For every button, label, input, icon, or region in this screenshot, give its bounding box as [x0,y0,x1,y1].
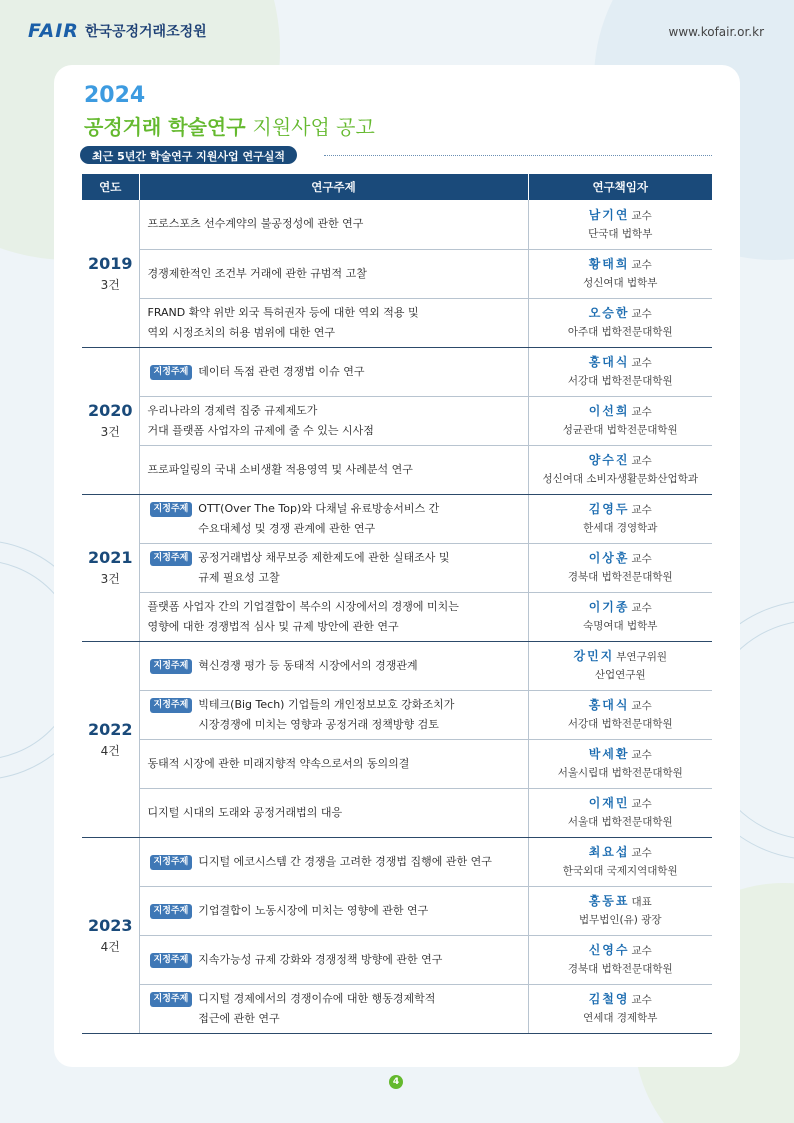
pi-name: 남기연 [588,207,630,222]
topic-cell [139,396,528,445]
topic-cell [139,200,528,249]
topic-text: 규제 필요성 고찰 [198,570,280,584]
pi-affiliation: 서강대 법학전문대학원 [567,718,673,730]
topic-text: 플랫폼 사업자 간의 기업결합이 복수의 시장에서의 경쟁에 미치는 [147,599,459,613]
topic-cell [139,543,528,592]
pi-name: 최요섭 [588,845,630,859]
count-label: 4건 [100,743,120,758]
table-row [82,592,712,641]
pi-name: 김영두 [588,502,630,516]
pi-cell [528,347,712,396]
topic-text: 빅테크(Big Tech) 기업들의 개인정보보호 강화조치가 [198,697,455,711]
topic-cell [139,690,528,739]
fair-logo-mark: FAIR [28,20,79,42]
pi-cell [528,690,712,739]
pi-title: 교수 [631,700,652,712]
pi-cell [528,935,712,984]
year-cell [82,200,139,347]
pi-name: 이선희 [588,404,630,418]
pi-title: 교수 [631,602,652,614]
pi-title: 교수 [631,504,652,516]
pi-title: 교수 [631,357,652,369]
year-label: 2022 [87,719,133,739]
topic-cell [139,739,528,788]
designated-topic-badge: 지정주제 [150,502,193,517]
topic-cell [139,935,528,984]
count-label: 3건 [100,572,120,586]
topic-cell [139,984,528,1033]
pi-name: 양수진 [588,453,630,467]
pi-affiliation: 아주대 법학전문대학원 [567,326,673,338]
pi-affiliation: 숙명여대 법학부 [583,620,658,632]
topic-text: 역외 시정조치의 허용 범위에 대한 연구 [147,325,335,339]
pi-affiliation: 서울대 법학전문대학원 [567,816,673,828]
table-row [82,886,712,935]
count-label: 3건 [100,277,120,292]
page-number: 4 [389,1075,403,1089]
pi-name: 박세환 [588,747,630,761]
topic-cell [139,837,528,886]
topic-text: 디지털 에코시스템 간 경쟁을 고려한 경쟁법 집행에 관한 연구 [198,854,492,868]
topic-cell [139,641,528,690]
topic-text: FRAND 확약 위반 외국 특허권자 등에 대한 역외 적용 및 [147,305,419,319]
count-label: 4건 [100,939,120,954]
title-bold: 공정거래 학술연구 [84,115,246,139]
pi-cell [528,298,712,347]
table-row [82,739,712,788]
pi-title: 부연구위원 [616,651,667,663]
pi-name: 홍대식 [588,355,630,369]
pi-name: 이상훈 [588,551,630,565]
org-name: 한국공정거래조정원 [84,24,207,40]
designated-topic-badge: 지정주제 [150,659,193,674]
pi-cell [528,396,712,445]
topic-text: OTT(Over The Top)와 다채널 유료방송서비스 간 [198,501,440,515]
pi-affiliation: 단국대 법학부 [588,227,653,240]
pi-affiliation: 서강대 법학전문대학원 [567,375,673,387]
table-row [82,837,712,886]
pi-cell [528,788,712,837]
designated-topic-badge: 지정주제 [150,855,193,870]
title-light: 지원사업 공고 [252,115,375,139]
year-label: 2021 [87,548,133,567]
year-cell [82,837,139,1033]
section-divider [324,155,712,156]
year-cell [82,347,139,494]
pi-name: 오승한 [588,306,630,320]
pi-name: 김철영 [588,992,630,1006]
table-row [82,788,712,837]
research-table [82,174,712,1034]
pi-title: 교수 [631,308,652,320]
pi-name: 홍동표 [588,894,630,908]
table-row [82,445,712,494]
pi-name: 강민지 [573,649,615,663]
pi-cell [528,984,712,1033]
topic-cell [139,445,528,494]
pi-affiliation: 산업연구원 [594,669,646,681]
topic-cell [139,298,528,347]
pi-affiliation: 서울시립대 법학전문대학원 [557,767,683,779]
table-row [82,984,712,1033]
topic-cell [139,249,528,298]
pi-affiliation: 한세대 경영학과 [583,522,658,534]
pi-affiliation: 성신여대 법학부 [583,277,658,289]
topic-text: 접근에 관한 연구 [198,1011,280,1025]
pi-title: 교수 [631,553,652,565]
table-row [82,298,712,347]
page-header [0,0,794,60]
table-row [82,347,712,396]
pi-affiliation: 연세대 경제학부 [583,1012,658,1024]
topic-text: 프로스포츠 선수계약의 불공정성에 관한 연구 [147,217,364,231]
section-label: 최근 5년간 학술연구 지원사업 연구실적 [80,146,297,164]
table-row [82,249,712,298]
topic-text: 프로파일링의 국내 소비생활 적용영역 및 사례분석 연구 [147,462,413,476]
pi-cell [528,739,712,788]
table-row [82,543,712,592]
topic-text: 혁신경쟁 평가 등 동태적 시장에서의 경쟁관계 [198,658,418,672]
pi-cell [528,200,712,249]
pi-title: 교수 [631,209,652,222]
year-label: 2019 [87,253,133,273]
topic-cell [139,592,528,641]
page-title [84,111,375,140]
year-label: 2023 [87,915,133,935]
designated-topic-badge: 지정주제 [150,904,193,919]
pi-affiliation: 한국외대 국제지역대학원 [562,865,678,877]
topic-text: 영향에 대한 경쟁법적 심사 및 규제 방안에 관한 연구 [147,619,399,633]
pi-title: 교수 [631,259,652,271]
pi-cell [528,494,712,543]
topic-text: 시장경쟁에 미치는 영향과 공정거래 정책방향 검토 [198,717,439,731]
pi-title: 교수 [631,798,652,810]
pi-affiliation: 경북대 법학전문대학원 [567,963,673,975]
topic-text: 기업결합이 노동시장에 미치는 영향에 관한 연구 [198,903,429,917]
pi-affiliation: 성균관대 법학전문대학원 [562,424,678,436]
pi-title: 교수 [631,994,652,1006]
header-pi: 연구책임자 [528,174,712,200]
table-row [82,200,712,249]
topic-text: 수요대체성 및 경쟁 관계에 관한 연구 [198,521,376,535]
topic-text: 동태적 시장에 관한 미래지향적 약속으로서의 동의의결 [147,756,410,770]
topic-text: 데이터 독점 관련 경쟁법 이슈 연구 [198,364,365,378]
pi-cell [528,249,712,298]
topic-cell [139,788,528,837]
table-row [82,690,712,739]
table-row [82,396,712,445]
table-row [82,641,712,690]
pi-cell [528,543,712,592]
pi-affiliation: 성신여대 소비자생활문화산업학과 [542,473,698,485]
pi-cell [528,837,712,886]
content-card [54,65,740,1067]
pi-cell [528,641,712,690]
designated-topic-badge: 지정주제 [150,365,193,380]
designated-topic-badge: 지정주제 [150,953,193,968]
topic-text: 지속가능성 규제 강화와 경쟁정책 방향에 관한 연구 [198,952,443,966]
pi-title: 교수 [631,847,652,859]
topic-cell [139,494,528,543]
pi-affiliation: 경북대 법학전문대학원 [567,571,673,583]
logo [28,20,207,42]
designated-topic-badge: 지정주제 [150,551,193,566]
pi-title: 대표 [631,896,652,908]
pi-cell [528,886,712,935]
title-year: 2024 [84,83,146,108]
topic-cell [139,347,528,396]
topic-text: 디지털 시대의 도래와 공정거래법의 대응 [147,805,343,819]
pi-title: 교수 [631,749,652,761]
site-url: www.kofair.or.kr [668,25,764,39]
pi-name: 이재민 [588,796,630,810]
year-label: 2020 [87,401,133,420]
count-label: 3건 [100,425,120,439]
year-cell [82,494,139,641]
pi-title: 교수 [631,455,652,467]
pi-name: 이기종 [588,600,630,614]
designated-topic-badge: 지정주제 [150,992,193,1007]
topic-text: 거대 플랫폼 사업자의 규제에 줄 수 있는 시사점 [147,423,374,437]
year-cell [82,641,139,837]
pi-cell [528,592,712,641]
header-year: 연도 [82,174,139,200]
table-row [82,935,712,984]
topic-cell [139,886,528,935]
pi-title: 교수 [631,945,652,957]
pi-name: 홍대식 [588,698,630,712]
designated-topic-badge: 지정주제 [150,698,193,713]
pi-cell [528,445,712,494]
pi-affiliation: 법무법인(유) 광장 [578,914,662,926]
topic-text: 우리나라의 경제력 집중 규제제도가 [147,403,318,417]
topic-text: 경쟁제한적인 조건부 거래에 관한 규범적 고찰 [147,266,367,280]
topic-text: 디지털 경제에서의 경쟁이슈에 대한 행동경제학적 [198,991,436,1005]
table-header-row [82,174,712,200]
topic-text: 공정거래법상 채무보증 제한제도에 관한 실태조사 및 [198,550,450,564]
pi-title: 교수 [631,406,652,418]
table-row [82,494,712,543]
header-topic: 연구주제 [139,174,528,200]
pi-name: 신영수 [588,943,630,957]
pi-name: 황태희 [588,257,630,271]
